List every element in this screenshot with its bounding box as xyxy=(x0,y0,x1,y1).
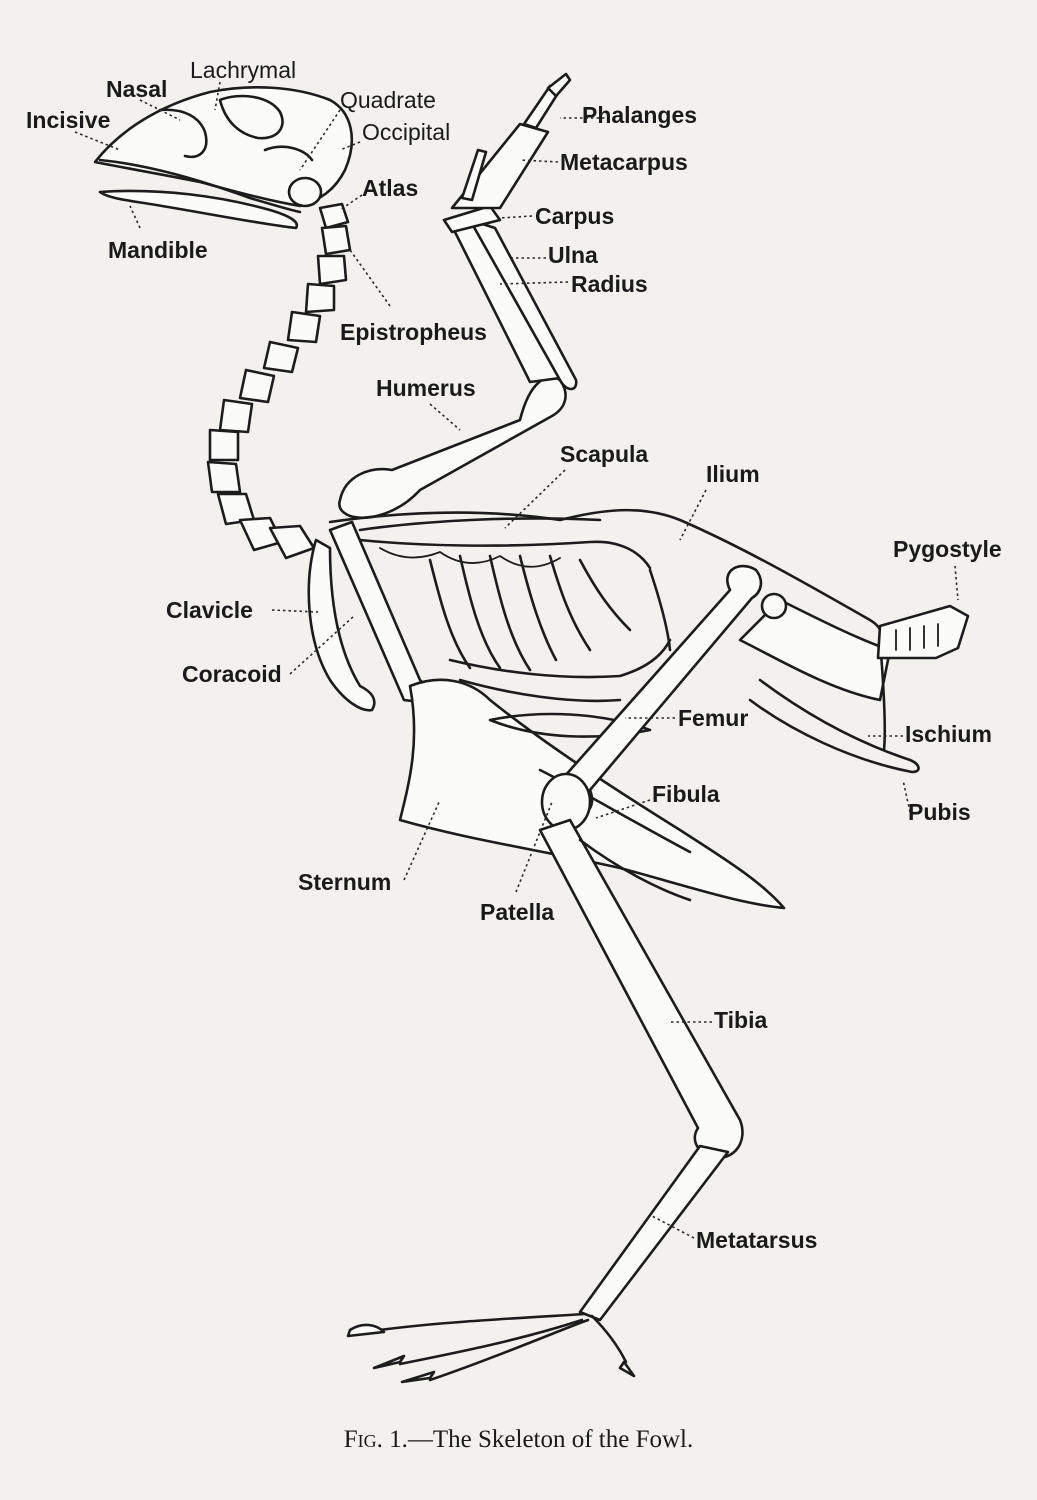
femur-bone xyxy=(552,566,761,816)
label-occipital: Occipital xyxy=(362,119,451,145)
label-incisive: Incisive xyxy=(26,107,111,133)
skeleton-drawing xyxy=(95,74,968,1382)
label-nasal: Nasal xyxy=(106,76,168,102)
label-ischium: Ischium xyxy=(905,721,992,747)
label-patella: Patella xyxy=(480,899,555,925)
label-pygostyle: Pygostyle xyxy=(893,536,1002,562)
label-metatarsus: Metatarsus xyxy=(696,1227,818,1253)
foot xyxy=(348,1314,634,1382)
label-lachrymal: Lachrymal xyxy=(190,57,297,83)
label-tibia: Tibia xyxy=(714,1007,768,1033)
neck-vertebrae xyxy=(208,204,350,558)
label-coracoid: Coracoid xyxy=(182,661,282,687)
label-carpus: Carpus xyxy=(535,203,615,229)
label-clavicle: Clavicle xyxy=(166,597,253,623)
label-mandible: Mandible xyxy=(108,237,208,263)
label-radius: Radius xyxy=(571,271,648,297)
label-pubis: Pubis xyxy=(908,799,971,825)
caption-prefix: Fig xyxy=(343,1426,377,1453)
leg xyxy=(540,566,761,1320)
label-ilium: Ilium xyxy=(706,461,760,487)
label-femur: Femur xyxy=(678,705,749,731)
label-atlas: Atlas xyxy=(362,175,419,201)
label-humerus: Humerus xyxy=(376,375,476,401)
label-sternum: Sternum xyxy=(298,869,392,895)
label-ulna: Ulna xyxy=(548,242,598,268)
label-quadrate: Quadrate xyxy=(340,87,436,113)
label-fibula: Fibula xyxy=(652,781,720,807)
figure-caption xyxy=(0,1426,1037,1454)
label-phalanges: Phalanges xyxy=(582,102,698,128)
caption-text: . 1.—The Skeleton of the Fowl. xyxy=(376,1426,694,1453)
label-metacarpus: Metacarpus xyxy=(560,149,688,175)
label-epistropheus: Epistropheus xyxy=(340,319,487,345)
label-scapula: Scapula xyxy=(560,441,649,467)
